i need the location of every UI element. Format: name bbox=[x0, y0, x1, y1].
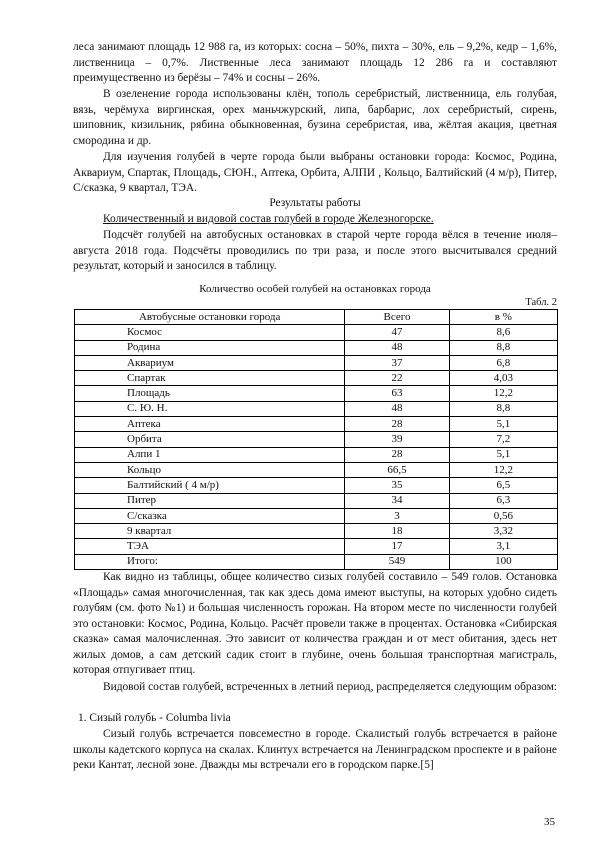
cell-stop-name: С/сказка bbox=[75, 508, 345, 523]
paragraph-greenery: В озеленение города использованы клён, тополь серебристый, лиственница, ель голубая, вязь, черёмуха виргинская, орех маньчжурский, липа, барбарис, лох серебристый, сирень, шиповник, кизильник, рябина обыкновенная, бузина серебристая, ива, жёлтая акация, цветная смородина и др. bbox=[73, 88, 557, 147]
cell-total: 48 bbox=[345, 340, 449, 355]
cell-percent: 8,8 bbox=[449, 401, 557, 416]
cell-total: 22 bbox=[345, 371, 449, 386]
pigeon-count-table bbox=[74, 309, 558, 570]
cell-percent: 5,1 bbox=[449, 447, 557, 462]
cell-percent: 12,2 bbox=[449, 462, 557, 477]
cell-total: 39 bbox=[345, 432, 449, 447]
cell-stop-name: Родина bbox=[75, 340, 345, 355]
cell-percent: 7,2 bbox=[449, 432, 557, 447]
header-stops: Автобусные остановки города bbox=[75, 310, 345, 325]
subheading: Количественный и видовой состав голубей в городе Железногорске. bbox=[103, 213, 434, 225]
cell-total: 35 bbox=[345, 478, 449, 493]
cell-stop-name: Балтийский ( 4 м/р) bbox=[75, 478, 345, 493]
cell-total: 28 bbox=[345, 447, 449, 462]
cell-percent: 8,6 bbox=[449, 325, 557, 340]
cell-stop-name: Итого: bbox=[75, 554, 345, 569]
table-caption: Количество особей голубей на остановках города bbox=[199, 283, 431, 295]
cell-stop-name: 9 квартал bbox=[75, 524, 345, 539]
cell-stop-name: ТЭА bbox=[75, 539, 345, 554]
cell-total: 549 bbox=[345, 554, 449, 569]
table-row bbox=[75, 508, 558, 523]
cell-total: 37 bbox=[345, 355, 449, 370]
table-row bbox=[75, 386, 558, 401]
table-row bbox=[75, 355, 558, 370]
cell-total: 3 bbox=[345, 508, 449, 523]
paragraph-counting: Подсчёт голубей на автобусных остановках в старой черте города вёлся в течение июля–августа 2018 года. Подсчёты проводились по три раза, и после этого высчитывался средний результат, который и заносился в таблицу. bbox=[73, 229, 557, 272]
cell-stop-name: Питер bbox=[75, 493, 345, 508]
cell-stop-name: Алпи 1 bbox=[75, 447, 345, 462]
cell-stop-name: Орбита bbox=[75, 432, 345, 447]
cell-stop-name: Спартак bbox=[75, 371, 345, 386]
cell-total: 34 bbox=[345, 493, 449, 508]
cell-percent: 5,1 bbox=[449, 417, 557, 432]
cell-stop-name: Космос bbox=[75, 325, 345, 340]
cell-stop-name: Аптека bbox=[75, 417, 345, 432]
cell-percent: 12,2 bbox=[449, 386, 557, 401]
table-row bbox=[75, 493, 558, 508]
results-heading: Результаты работы bbox=[269, 197, 361, 209]
page-number: 35 bbox=[544, 816, 555, 828]
subheading-line bbox=[73, 212, 557, 228]
paragraph-analysis: Как видно из таблицы, общее количество сизых голубей составило – 549 голов. Остановка «Площадь» самая многочисленная, так как здесь дома имеют выступы, на которых удобно сидеть голубям (см. фото №1) и большая численность горожан. На втором месте по численности голубей это остановки: Космос, Родина, Кольцо. Расчёт провели также в процентах. Остановка «Сибирская сказка» самая малочисленная. Это зависит от количества граждан и от мест обитания, здесь нет жилых домов, а сам детский садик стоит в глубине, очень большая транспортная магистраль, которая отпугивает птиц. bbox=[73, 571, 557, 676]
list-item-rock-dove: 1. Сизый голубь - Columba livia bbox=[78, 712, 231, 724]
cell-percent: 6,5 bbox=[449, 478, 557, 493]
paragraph-species-intro: Видовой состав голубей, встреченных в летний период, распределяется следующим образом: bbox=[103, 681, 557, 693]
cell-total: 63 bbox=[345, 386, 449, 401]
table-row bbox=[75, 554, 558, 569]
cell-total: 66,5 bbox=[345, 462, 449, 477]
cell-percent: 4,03 bbox=[449, 371, 557, 386]
table-row bbox=[75, 417, 558, 432]
cell-stop-name: Площадь bbox=[75, 386, 345, 401]
header-total: Всего bbox=[345, 310, 449, 325]
cell-percent: 3,32 bbox=[449, 524, 557, 539]
cell-percent: 0,56 bbox=[449, 508, 557, 523]
cell-percent: 8,8 bbox=[449, 340, 557, 355]
table-row bbox=[75, 447, 558, 462]
cell-percent: 6,3 bbox=[449, 493, 557, 508]
table-header-row bbox=[75, 310, 558, 325]
cell-percent: 3,1 bbox=[449, 539, 557, 554]
paragraph-forest-area: леса занимают площадь 12 988 га, из которых: сосна – 50%, пихта – 30%, ель – 9,2%, кедр – 1,6%, лиственница – 0,7%. Лиственные леса занимают площадь 12 286 га и составляют преимущественно из берёзы – 74% и сосны – 26%. bbox=[73, 41, 557, 84]
table-row bbox=[75, 340, 558, 355]
cell-stop-name: Кольцо bbox=[75, 462, 345, 477]
cell-total: 17 bbox=[345, 539, 449, 554]
cell-percent: 6,8 bbox=[449, 355, 557, 370]
cell-total: 28 bbox=[345, 417, 449, 432]
table-row bbox=[75, 462, 558, 477]
table-row bbox=[75, 401, 558, 416]
header-percent: в % bbox=[449, 310, 557, 325]
table-row bbox=[75, 524, 558, 539]
table-label: Табл. 2 bbox=[525, 297, 557, 308]
table-row bbox=[75, 478, 558, 493]
table-row bbox=[75, 432, 558, 447]
table-row bbox=[75, 371, 558, 386]
cell-total: 48 bbox=[345, 401, 449, 416]
table-row bbox=[75, 325, 558, 340]
cell-total: 47 bbox=[345, 325, 449, 340]
table-row bbox=[75, 539, 558, 554]
cell-stop-name: Аквариум bbox=[75, 355, 345, 370]
paragraph-rock-dove: Сизый голубь встречается повсеместно в городе. Скалистый голубь встречается в районе школы кадетского корпуса на скалах. Клинтух встречается на Ленинградском проспекте и в районе реки Кантат, лесной зоне. Дважды мы встречали его в городском парке.[5] bbox=[73, 728, 557, 771]
cell-total: 18 bbox=[345, 524, 449, 539]
paragraph-stops: Для изучения голубей в черте города были выбраны остановки города: Космос, Родина, Аквариум, Спартак, Площадь, СЮН., Аптека, Орбита, АЛПИ , Кольцо, Балтийский (4 м/р), Питер, С/сказка, 9 квартал, ТЭА. bbox=[73, 151, 557, 194]
cell-stop-name: С. Ю. Н. bbox=[75, 401, 345, 416]
cell-percent: 100 bbox=[449, 554, 557, 569]
